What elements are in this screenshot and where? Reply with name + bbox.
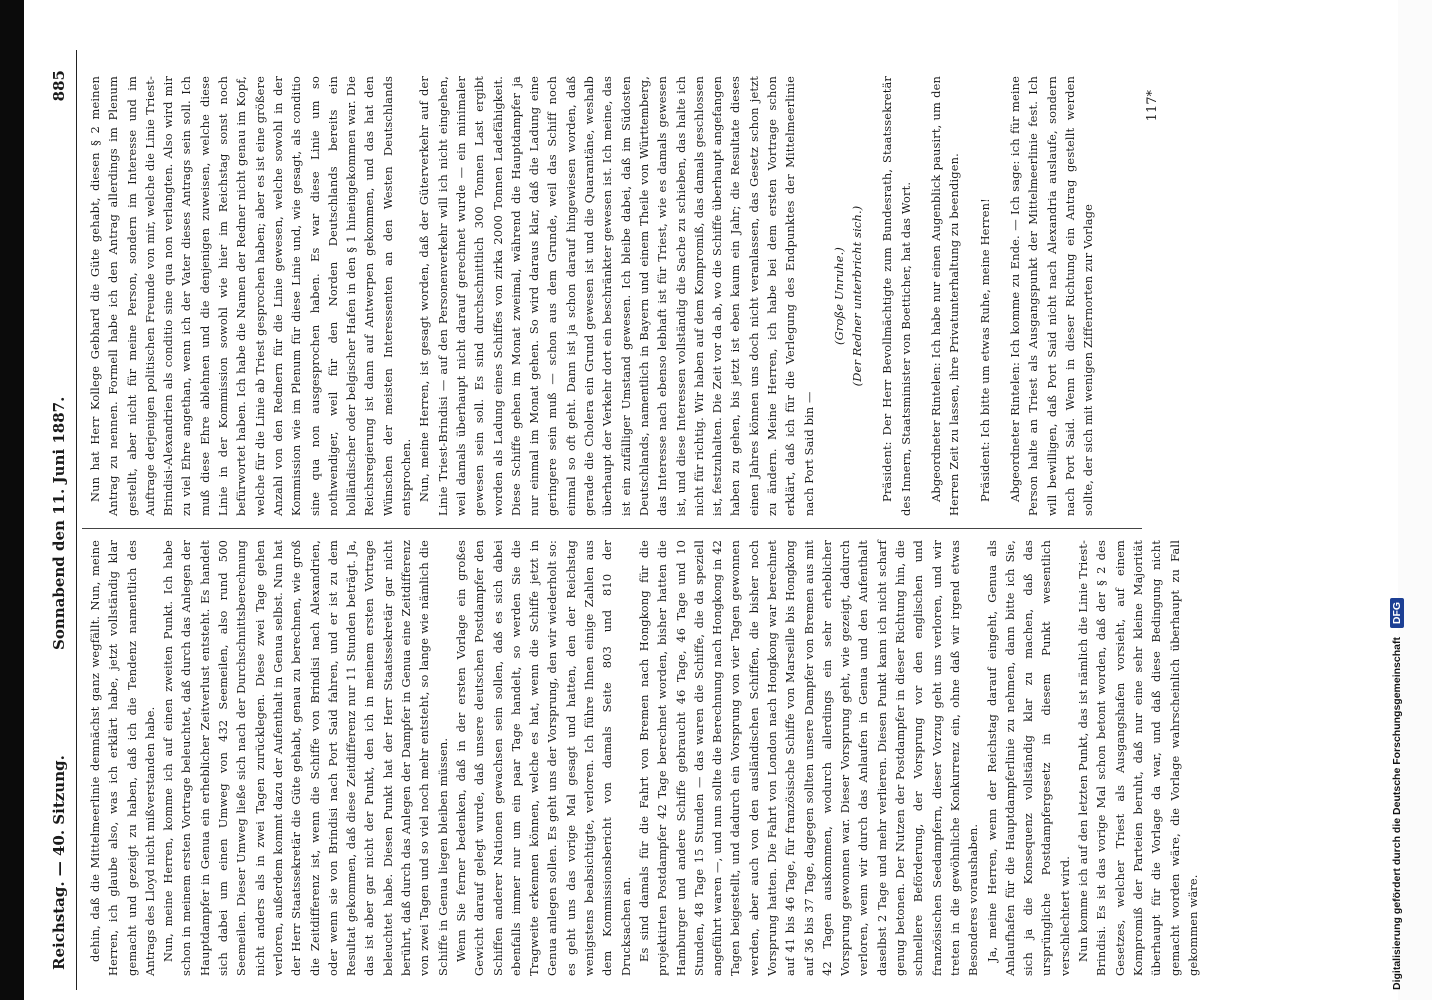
column-divider <box>82 528 1142 529</box>
paragraph: Ja, meine Herren, wenn der Reichstag darauf eingeht, Genua als Anlaufhafen für die Hauptdampferlinie zu nehmen, dann bitte ich Sie, sich ja die Konsequenz vollständig klar zu machen, daß das ursprüngliche Postdampfergesetz in diesem Punkt wesentlich verschlechtert wird. <box>984 540 1072 976</box>
page-header <box>42 50 77 990</box>
right-column <box>86 76 1097 516</box>
speaker-paragraph: Abgeordneter Rintelen: Ich komme zu Ende. — Ich sage: ich für meine Person halte an Triest als Ausgangspunkt der Mittelmeerlinie fest. Ich will bewilligen, daß Port Said nicht nach Alexandria auslaufe, sondern nach Port Said. Wenn in dieser Richtung ein Antrag gestellt werden sollte, der sich mit wenigen Ziffernorten zur Vorlage <box>1007 76 1096 516</box>
interjection: (Große Unruhe.) <box>831 247 846 345</box>
scan-edge <box>0 0 24 1000</box>
credit-text: Digitalisierung gefördert durch die Deutsche Forschungsgemeinschaft <box>1391 637 1403 990</box>
funding-credit <box>1390 0 1414 990</box>
paragraph: Wenn Sie ferner bedenken, daß in der ersten Vorlage ein großes Gewicht darauf gelegt wurde, daß unsere deutschen Postdampfer den Schiffen anderer Nationen gewachsen sein sollen, daß es sich dabei ebenfalls immer nur um ein paar Tage handelt, so werden Sie die Tragweite erkennen können, welche es hat, wenn die Schiffe jetzt in Genua anlegen sollen. Es geht uns der Vorsprung, den wir wiederholt so: es geht uns das vorige Mal gesagt und hatten, den der Reichstag wenigstens beabsichtigte, verloren. Ich führe Ihnen einige Zahlen aus dem Kommissionsbericht von damals Seite 803 und 810 der Drucksachen an. <box>453 540 633 976</box>
dfg-logo: DFG <box>1390 598 1404 628</box>
speaker-paragraph: Präsident: Ich bitte um etwas Ruhe, meine Herren! <box>977 198 992 502</box>
paragraph: Nun hat Herr Kollege Gebhard die Güte gehabt, diesen § 2 meinen Antrag zu nennen. Formell habe ich den Antrag allerdings im Plenum gestellt, aber nicht für meine Person, sondern im Interesse und im Auftrage derjenigen politischen Freunde von mir, welche die Linie Triest-Brindisi-Alexandrien als conditio sine qua non verlangten. Also wird mir zu viel Ehre angethan, wenn ich der Vater dieses Antrags sein soll. Ich muß diese Ehre ablehnen und die denjenigen zuweisen, welche diese Linie in der Kommission sowohl wie hier im Reichstag sonst noch befürwortet haben. Ich habe die Namen der Redner nicht genau im Kopf, welche für die Linie ab Triest gesprochen haben; aber es ist eine größere Anzahl von den Rednern für die Linie gewesen, welche sowohl in der Kommission wie im Plenum für diese Linie und, wie gesagt, als conditio sine qua non ausgesprochen haben. Es war diese Linie um so nothwendiger, weil für den Norden Deutschlands bereits ein holländischer oder belgischer Hafen in den § 1 hineingekommen war. Die Reichsregierung ist dann auf Antwerpen gekommen, und das hat den Wünschen der meisten Interessenten an den Westen Deutschlands entsprochen. <box>88 76 414 516</box>
header-session: Reichstag. — 40. Sitzung. <box>50 755 68 970</box>
speaker-paragraph: Abgeordneter Rintelen: Ich habe nur einen Augenblick pausirt, um den Herren Zeit zu lassen, ihre Privatunterhaltung zu beendigen. <box>929 76 962 516</box>
document-page <box>42 50 1200 990</box>
paragraph: Nun komme ich auf den letzten Punkt, das ist nämlich die Linie Triest-Brindisi. Es ist das vorige Mal schon betont worden, daß der § 2 des Gesetzes, welcher Triest als Ausgangshafen vorsieht, auf einem Kompromiß der Parteien beruht, daß nur eine sehr kleine Majorität überhaupt für die Vorlage da war, und daß diese Bedingung nicht gemacht worden wäre, die Vorlage wahrscheinlich überhaupt zu Fall gekommen wäre. <box>1076 540 1200 976</box>
paragraph: Nun, meine Herren, komme ich auf einen zweiten Punkt. Ich habe schon in meinem ersten Vortrage beleuchtet, daß durch das Anlegen der Hauptdampfer in Genua ein erheblicher Zeitverlust entsteht. Es handelt sich dabei um einen Umweg von 432 Seemeilen, also rund 500 Seemeilen. Dieser Umweg ließe sich nach der Durchschnittsberechnung nicht anders als in zwei Tagen zurücklegen. Diese zwei Tage gehen verloren, außerdem kommt dazu der Aufenthalt in Genua selbst. Nun hat der Herr Staatssekretär die Güte gehabt, genau zu berechnen, wie groß die Zeitdifferenz ist, wenn die Schiffe von Brindisi nach Alexandrien, oder wenn sie von Brindisi nach Port Said fahren, und er ist zu dem Resultat gekommen, daß diese Zeitdifferenz nur 11 Stunden beträgt. Ja, das ist aber gar nicht der Punkt, den ich in meinem ersten Vortrage beleuchtet habe. Diesen Punkt hat der Herr Staatssekretär gar nicht berührt, daß durch das Anlegen der Dampfer in Genua eine Zeitdifferenz von zwei Tagen und so viel noch mehr entsteht, so lange wie nämlich die Schiffe in Genua liegen bleiben müssen. <box>161 540 450 976</box>
page-number: 885 <box>50 70 68 102</box>
header-date: Sonnabend den 11. Juni 1887. <box>50 396 68 650</box>
left-column <box>86 540 1202 976</box>
stage-note: (Der Redner unterbricht sich.) <box>850 205 865 387</box>
paragraph: dehin, daß die Mittelmeerlinie demnächst ganz wegfällt. Nun, meine Herren, ich glaube also, was ich erklärt habe, jetzt vollständig klar gemacht und gezeigt zu haben, daß ich die Tendenz namentlich des Antrags des Lloyd nicht mißverstanden habe. <box>88 540 157 976</box>
sheet-signature: 117* <box>1145 90 1160 122</box>
paragraph: Es sind damals für die Fahrt von Bremen nach Hongkong für die projektirten Postdampfer 42 Tage berechnet worden, bisher hatten die Hamburger und andere Schiffe gebraucht 46 Tage, 46 Tage und 10 Stunden, 48 Tage 15 Stunden — das waren die Schiffe, die da speziell angeführt waren —, und nun sollte die Berechnung nach Hongkong in 42 Tagen beigestellt, und dadurch ein Vorsprung von vier Tagen gewonnen werden, aber auch von den ausländischen Schiffen, die bisher noch Vorsprung hatten. Die Fahrt von London nach Hongkong war berechnet auf 41 bis 46 Tage, für französische Schiffe von Marseille bis Hongkong auf 36 bis 37 Tage, dagegen sollten unsere Dampfer von Bremen aus mit 42 Tagen auskommen, wodurch allerdings ein sehr erheblicher Vorsprung gewonnen war. Dieser Vorsprung geht, wie gezeigt, dadurch verloren, wenn wir durch das Anlaufen in Genua und den Aufenthalt daselbst 2 Tage und mehr verlieren. Diesen Punkt kann ich nicht scharf genug betonen. Der Nutzen der Postdampfer in dieser Richtung hin, die schnellere Beförderung, der Vorsprung vor den englischen und französischen Seedampfern, dieser Vorzug geht uns verloren, und wir treten in die gewöhnliche Konkurrenz ein, ohne daß wir irgend etwas Besonderes voraushaben. <box>636 540 981 976</box>
speaker-paragraph: Präsident: Der Herr Bevollmächtigte zum Bundesrath, Staatssekretär des Innern, Staatsminister von Boetticher, hat das Wort. <box>880 76 913 516</box>
paragraph: Nun, meine Herren, ist gesagt worden, daß der Güterverkehr auf der Linie Triest-Brindisi — auf den Personenverkehr will ich nicht eingehen, weil damals überhaupt nicht darauf gerechnet wurde — ein minimaler gewesen sein soll. Es sind durchschnittlich 300 Tonnen Last ergibt worden als Ladung eines Schiffes von zirka 2000 Tonnen Ladefähigkeit. Diese Schiffe gehen im Monat zweimal, während die Hauptdampfer ja nur einmal im Monat gehen. So wird daraus klar, daß die Ladung eine geringere sein muß — schon aus dem Grunde, weil das Schiff noch einmal so oft geht. Dann ist ja schon darauf hingewiesen worden, daß gerade die Cholera ein Grund gewesen ist und die Quarantäne, weshalb überhaupt der Verkehr dort ein beschränkter gewesen ist. Ich meine, das ist ein zufälliger Umstand gewesen. Ich bleibe dabei, daß im Südosten Deutschlands, namentlich in Bayern und einem Theile von Württemberg, das Interesse nach ebenso lebhaft ist für Triest, wie es damals gewesen ist, und diese Interessen vollständig die Sache zu schieben, das halte ich nicht für richtig. Wir haben auf dem Kompromiß, das damals geschlossen ist, festzuhalten. Die Zeit vor da ab, wo die Schiffe überhaupt angefangen haben zu gehen, bis jetzt ist eben kaum ein Jahr; die Resultate dieses einen Jahres können uns doch nicht veranlassen, das Gesetz schon jetzt zu ändern. Meine Herren, ich habe bei dem ersten Vortrage schon erklärt, daß ich für die Verlegung des Endpunktes der Mittelmeerlinie nach Port Said bin — <box>417 76 816 516</box>
